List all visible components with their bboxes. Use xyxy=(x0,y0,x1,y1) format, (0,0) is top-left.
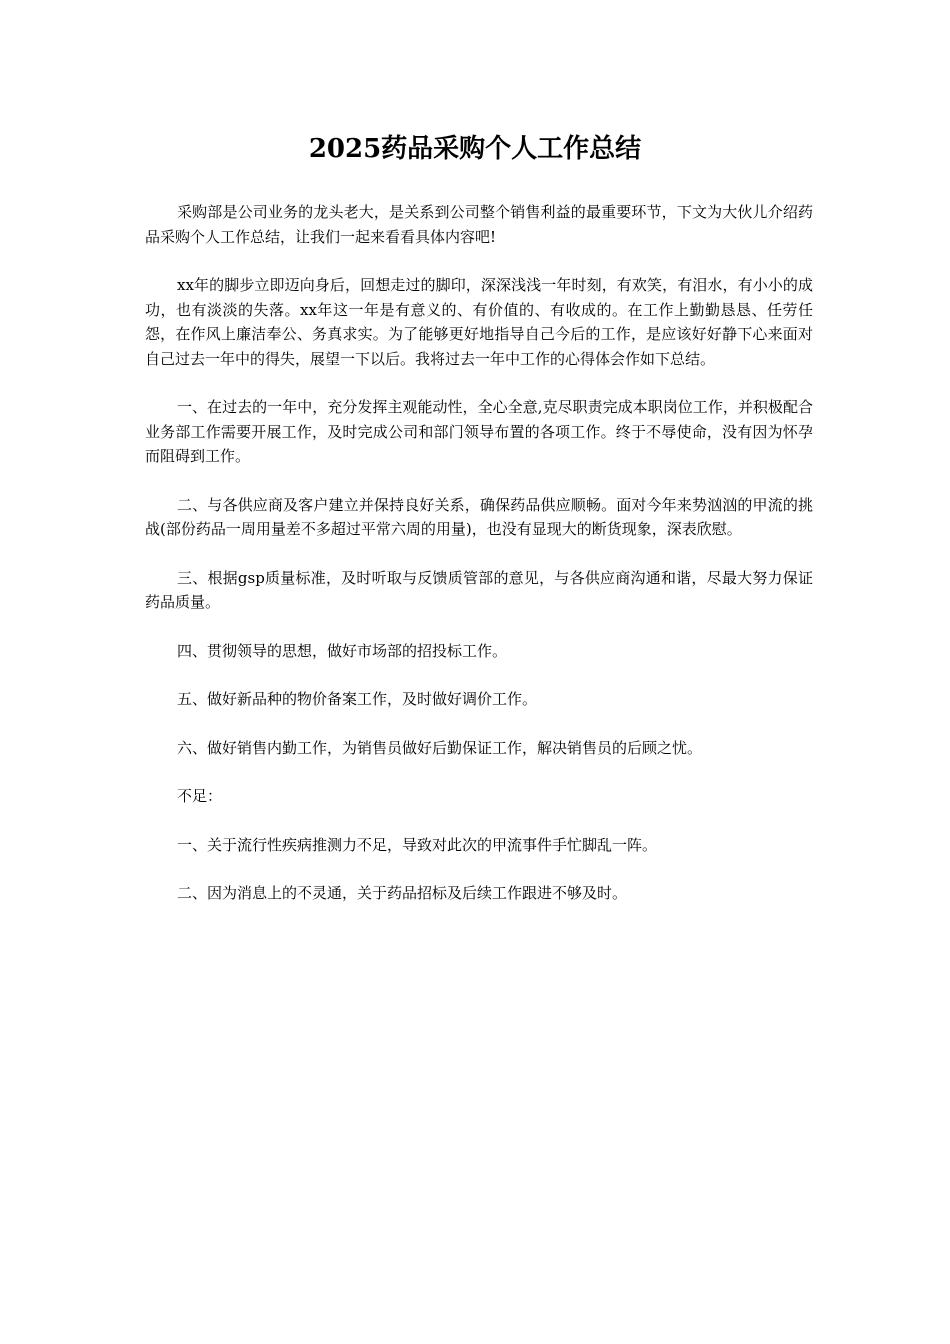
shortcomings-heading: 不足： xyxy=(177,787,223,805)
review-paragraph: xx年的脚步立即迈向身后，回想走过的脚印，深深浅浅一年时刻，有欢笑，有泪水，有小小的成功，也有淡淡的失落。xx年这一年是有意义的、有价值的、有收成的。在工作上勤勤恳恳、任劳任怨，在作风上廉洁奉公、务真求实。为了能够更好地指导自己今后的工作，是应该好好静下心来面对自己过去一年中的得失，展望一下以后。我将过去一年中工作的心得体会作如下总结。 xyxy=(145,276,813,368)
item-two-paragraph: 二、与各供应商及客户建立并保持良好关系，确保药品供应顺畅。面对今年来势汹汹的甲流的挑战(部份药品一周用量差不多超过平常六周的用量)，也没有显现大的断货现象，深表欣慰。 xyxy=(145,495,813,538)
item-three-paragraph: 三、根据gsp质量标准，及时听取与反馈质管部的意见，与各供应商沟通和谐，尽最大努力保证药品质量。 xyxy=(145,568,813,611)
intro-paragraph: 采购部是公司业务的龙头老大，是关系到公司整个销售利益的最重要环节，下文为大伙儿介绍药品采购个人工作总结，让我们一起来看看具体内容吧! xyxy=(145,203,813,246)
item-six-paragraph: 六、做好销售内勤工作，为销售员做好后勤保证工作，解决销售员的后顾之忧。 xyxy=(177,738,703,757)
shortcoming-two-paragraph: 二、因为消息上的不灵通，关于药品招标及后续工作跟进不够及时。 xyxy=(177,884,628,902)
item-one-paragraph: 一、在过去的一年中，充分发挥主观能动性，全心全意,克尽职责完成本职岗位工作，并积极配合业务部工作需要开展工作，及时完成公司和部门领导布置的各项工作。终于不辱使命，没有因为怀孕而阻碍到工作。 xyxy=(145,398,813,465)
item-four-paragraph: 四、贯彻领导的思想，做好市场部的招投标工作。 xyxy=(177,641,508,660)
item-five-paragraph: 五、做好新品种的物价备案工作，及时做好调价工作。 xyxy=(177,690,538,708)
document-title: 2025药品采购个人工作总结 xyxy=(308,134,642,164)
shortcoming-one-paragraph: 一、关于流行性疾病推测力不足，导致对此次的甲流事件手忙脚乱一阵。 xyxy=(177,835,658,854)
document-body xyxy=(145,200,813,930)
